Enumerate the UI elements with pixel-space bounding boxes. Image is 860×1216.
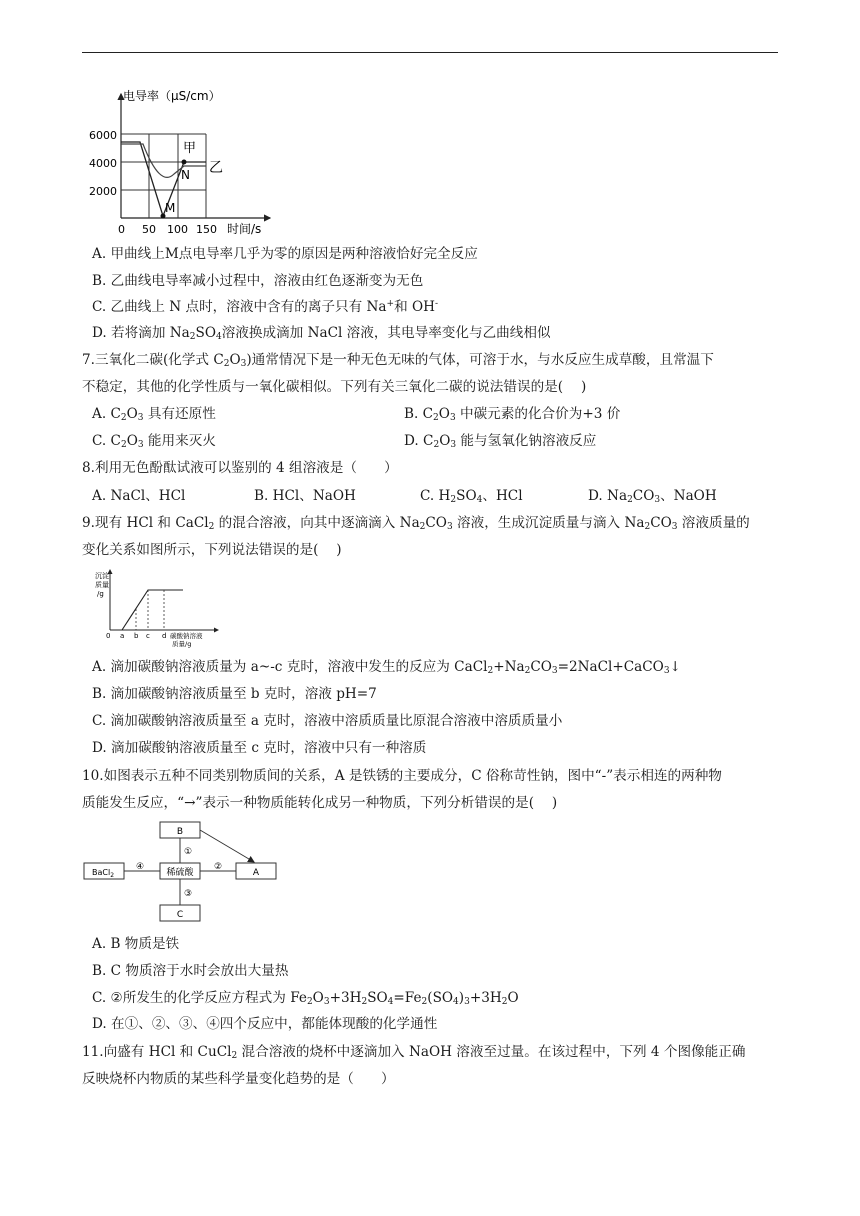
label-n: N <box>181 168 190 182</box>
q10-stem-line2: 质能发生反应，“→”表示一种物质能转化成另一种物质，下列分析错误的是( ) <box>82 795 558 811</box>
xtick-0: 0 <box>118 223 125 236</box>
q9-stem-line1: 9.现有 HCl 和 CaCl$_2$ 的混合溶液，向其中逐滴滴入 $Na_2CO_3$ 溶液，生成沉淀质量与滴入 $Na_2CO_3$ 溶液质量的 <box>82 515 750 532</box>
q10-option-c: C. ②所发生的化学反应方程式为 $Fe_2O_3+3H_2SO_4=Fe_2(SO_4)_3+3H_2O$ <box>92 990 519 1007</box>
fig2-ylabel-2: 质量 <box>95 581 109 589</box>
fig2-xtick-0: 0 <box>106 632 111 640</box>
q6-option-d: D. 若将滴加 $Na_2SO_4$溶液换成滴加 NaCl 溶液，其电导率变化与乙曲线相似 <box>92 325 551 342</box>
precipitate-graph <box>90 566 230 648</box>
label-jia: 甲 <box>183 141 197 156</box>
marker-3: ③ <box>184 889 193 899</box>
reaction-diagram <box>80 818 290 928</box>
fig2-ylabel-3: /g <box>97 590 104 598</box>
q7-option-b: B. $C_2O_3$ 中碳元素的化合价为+3 价 <box>404 406 621 423</box>
q7-stem-line1: 7.三氧化二碳(化学式 $C_2O_3$)通常情况下是一种无色无味的气体，可溶于水，与水反应生成草酸，且常温下 <box>82 352 714 369</box>
q8-option-c: C. $H_2SO_4$、HCl <box>420 488 523 505</box>
ytick-4000: 4000 <box>89 157 117 170</box>
q8-option-b: B. HCl、NaOH <box>254 488 356 504</box>
q8-option-a: A. NaCl、HCl <box>92 488 186 504</box>
fig2-xtick-a: a <box>120 632 125 640</box>
label-yi: 乙 <box>209 160 223 176</box>
q10-option-b: B. C 物质溶于水时会放出大量热 <box>92 963 289 979</box>
q11-stem-line1: 11.向盛有 HCl 和 CuCl$_2$ 混合溶液的烧杯中逐滴加入 NaOH 溶液至过量。在该过程中，下列 4 个图像能正确 <box>82 1044 746 1061</box>
ytick-2000: 2000 <box>89 185 117 198</box>
q9-option-b: B. 滴加碳酸钠溶液质量至 b 克时，溶液 pH=7 <box>92 686 377 702</box>
conductivity-graph <box>88 88 278 238</box>
xtick-50: 50 <box>142 223 156 236</box>
label-bacl2: BaCl$_2$ <box>92 868 115 879</box>
q10-option-a: A. B 物质是铁 <box>92 936 180 952</box>
ytick-6000: 6000 <box>89 129 117 142</box>
marker-4: ④ <box>136 862 145 872</box>
fig2-ylabel-1: 沉淀 <box>95 572 109 580</box>
q9-option-a: A. 滴加碳酸钠溶液质量为 a~-c 克时，溶液中发生的反应为 $CaCl_2+Na_2CO_3=2NaCl+CaCO_3↓$ <box>92 659 681 676</box>
q7-option-c: C. $C_2O_3$ 能用来灭火 <box>92 433 216 450</box>
q6-option-a: A. 甲曲线上M点电导率几乎为零的原因是两种溶液恰好完全反应 <box>92 246 478 262</box>
label-m: M <box>165 201 176 215</box>
axis-x-label: 时间/s <box>227 222 262 236</box>
header-rule <box>82 52 778 53</box>
q8-stem: 8.利用无色酚酞试液可以鉴别的 4 组溶液是（ ） <box>82 460 398 476</box>
fig2-xlabel-2: 质量/g <box>172 640 192 648</box>
q9-option-d: D. 滴加碳酸钠溶液质量至 c 克时，溶液中只有一种溶质 <box>92 740 427 756</box>
q9-option-c: C. 滴加碳酸钠溶液质量至 a 克时，溶液中溶质质量比原混合溶液中溶质质量小 <box>92 713 563 729</box>
q11-stem-line2: 反映烧杯内物质的某些科学量变化趋势的是（ ） <box>82 1071 395 1087</box>
q10-option-d: D. 在①、②、③、④四个反应中，都能体现酸的化学通性 <box>92 1016 438 1032</box>
q9-stem-line2: 变化关系如图所示，下列说法错误的是( ) <box>82 542 342 558</box>
fig2-xlabel-1: 碳酸钠溶液 <box>170 632 203 640</box>
label-b: B <box>176 827 184 837</box>
axis-y-label: 电导率（μS/cm） <box>123 89 221 103</box>
precipitate-curve <box>122 590 183 630</box>
xtick-150: 150 <box>196 223 217 236</box>
marker-1: ① <box>184 847 193 857</box>
xtick-100: 100 <box>167 223 188 236</box>
q6-option-b: B. 乙曲线电导率减小过程中，溶液由红色逐渐变为无色 <box>92 273 424 289</box>
q8-option-d: D. $Na_2CO_3$、NaOH <box>588 488 717 505</box>
fig2-xtick-b: b <box>134 632 139 640</box>
label-center: 稀硫酸 <box>166 868 194 878</box>
q7-stem-line2: 不稳定，其他的化学性质与一氧化碳相似。下列有关三氧化二碳的说法错误的是( ) <box>82 379 587 395</box>
q6-option-c: C. 乙曲线上 N 点时，溶液中含有的离子只有 Na+和 OH- <box>92 299 439 315</box>
fig2-xtick-c: c <box>146 632 150 640</box>
point-n <box>182 160 187 165</box>
q7-option-a: A. $C_2O_3$ 具有还原性 <box>92 406 216 423</box>
q7-option-d: D. $C_2O_3$ 能与氢氧化钠溶液反应 <box>404 433 597 450</box>
fig2-xtick-d: d <box>162 632 167 640</box>
marker-2: ② <box>214 862 223 872</box>
label-c: C <box>176 910 184 920</box>
label-a: A <box>252 868 260 878</box>
q10-stem-line1: 10.如图表示五种不同类别物质间的关系，A 是铁锈的主要成分，C 俗称苛性钠，图中“-”表示相连的两种物 <box>82 768 722 784</box>
